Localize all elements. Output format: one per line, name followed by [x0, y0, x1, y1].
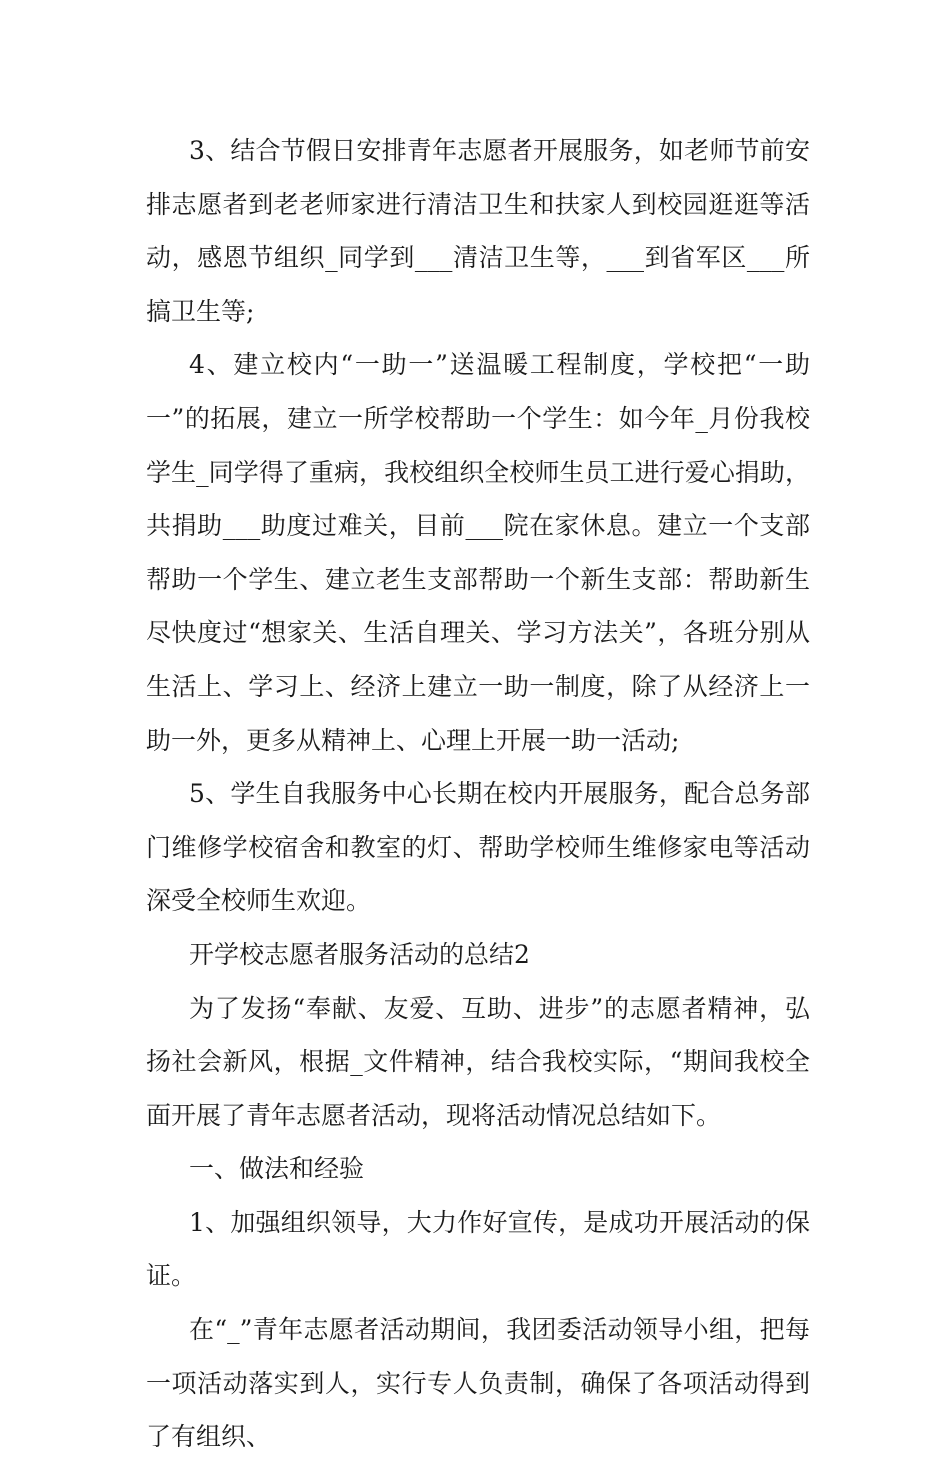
- paragraph-item-3: 3、结合节假日安排青年志愿者开展服务，如老师节前安排志愿者到老老师家进行清洁卫生和扶家人到校园逛逛等活动，感恩节组织_同学到___清洁卫生等，___到省军区___所搞卫生等;: [146, 136, 810, 326]
- document-body: [146, 124, 810, 1464]
- intro-paragraph: 为了发扬“奉献、友爱、互助、进步”的志愿者精神，弘扬社会新风，根据_文件精神，结合我校实际，“期间我校全面开展了青年志愿者活动，现将活动情况总结如下。: [146, 993, 810, 1130]
- paragraph-item-4: 4、建立校内“一助一”送温暖工程制度，学校把“一助一”的拓展，建立一所学校帮助一个学生：如今年_月份我校学生_同学得了重病，我校组织全校师生员工进行爱心捐助，共捐助___助度过难关，目前___院在家休息。建立一个支部帮助一个学生、建立老生支部帮助一个新生支部：帮助新生尽快度过“想家关、生活自理关、学习方法关”，各班分别从生活上、学习上、经济上建立一助一制度，除了从经济上一助一外，更多从精神上、心理上开展一助一活动;: [146, 350, 810, 755]
- section-title-2: 开学校志愿者服务活动的总结2: [189, 939, 530, 969]
- point-1-paragraph: 1、加强组织领导，大力作好宣传，是成功开展活动的保证。: [146, 1207, 810, 1291]
- section-heading-methods: 一、做法和经验: [189, 1154, 365, 1184]
- body-paragraph: 在“_”青年志愿者活动期间，我团委活动领导小组，把每一项活动落实到人，实行专人负责制，确保了各项活动得到了有组织、: [146, 1315, 810, 1452]
- paragraph-item-5: 5、学生自我服务中心长期在校内开展服务，配合总务部门维修学校宿舍和教室的灯、帮助学校师生维修家电等活动深受全校师生欢迎。: [146, 779, 810, 916]
